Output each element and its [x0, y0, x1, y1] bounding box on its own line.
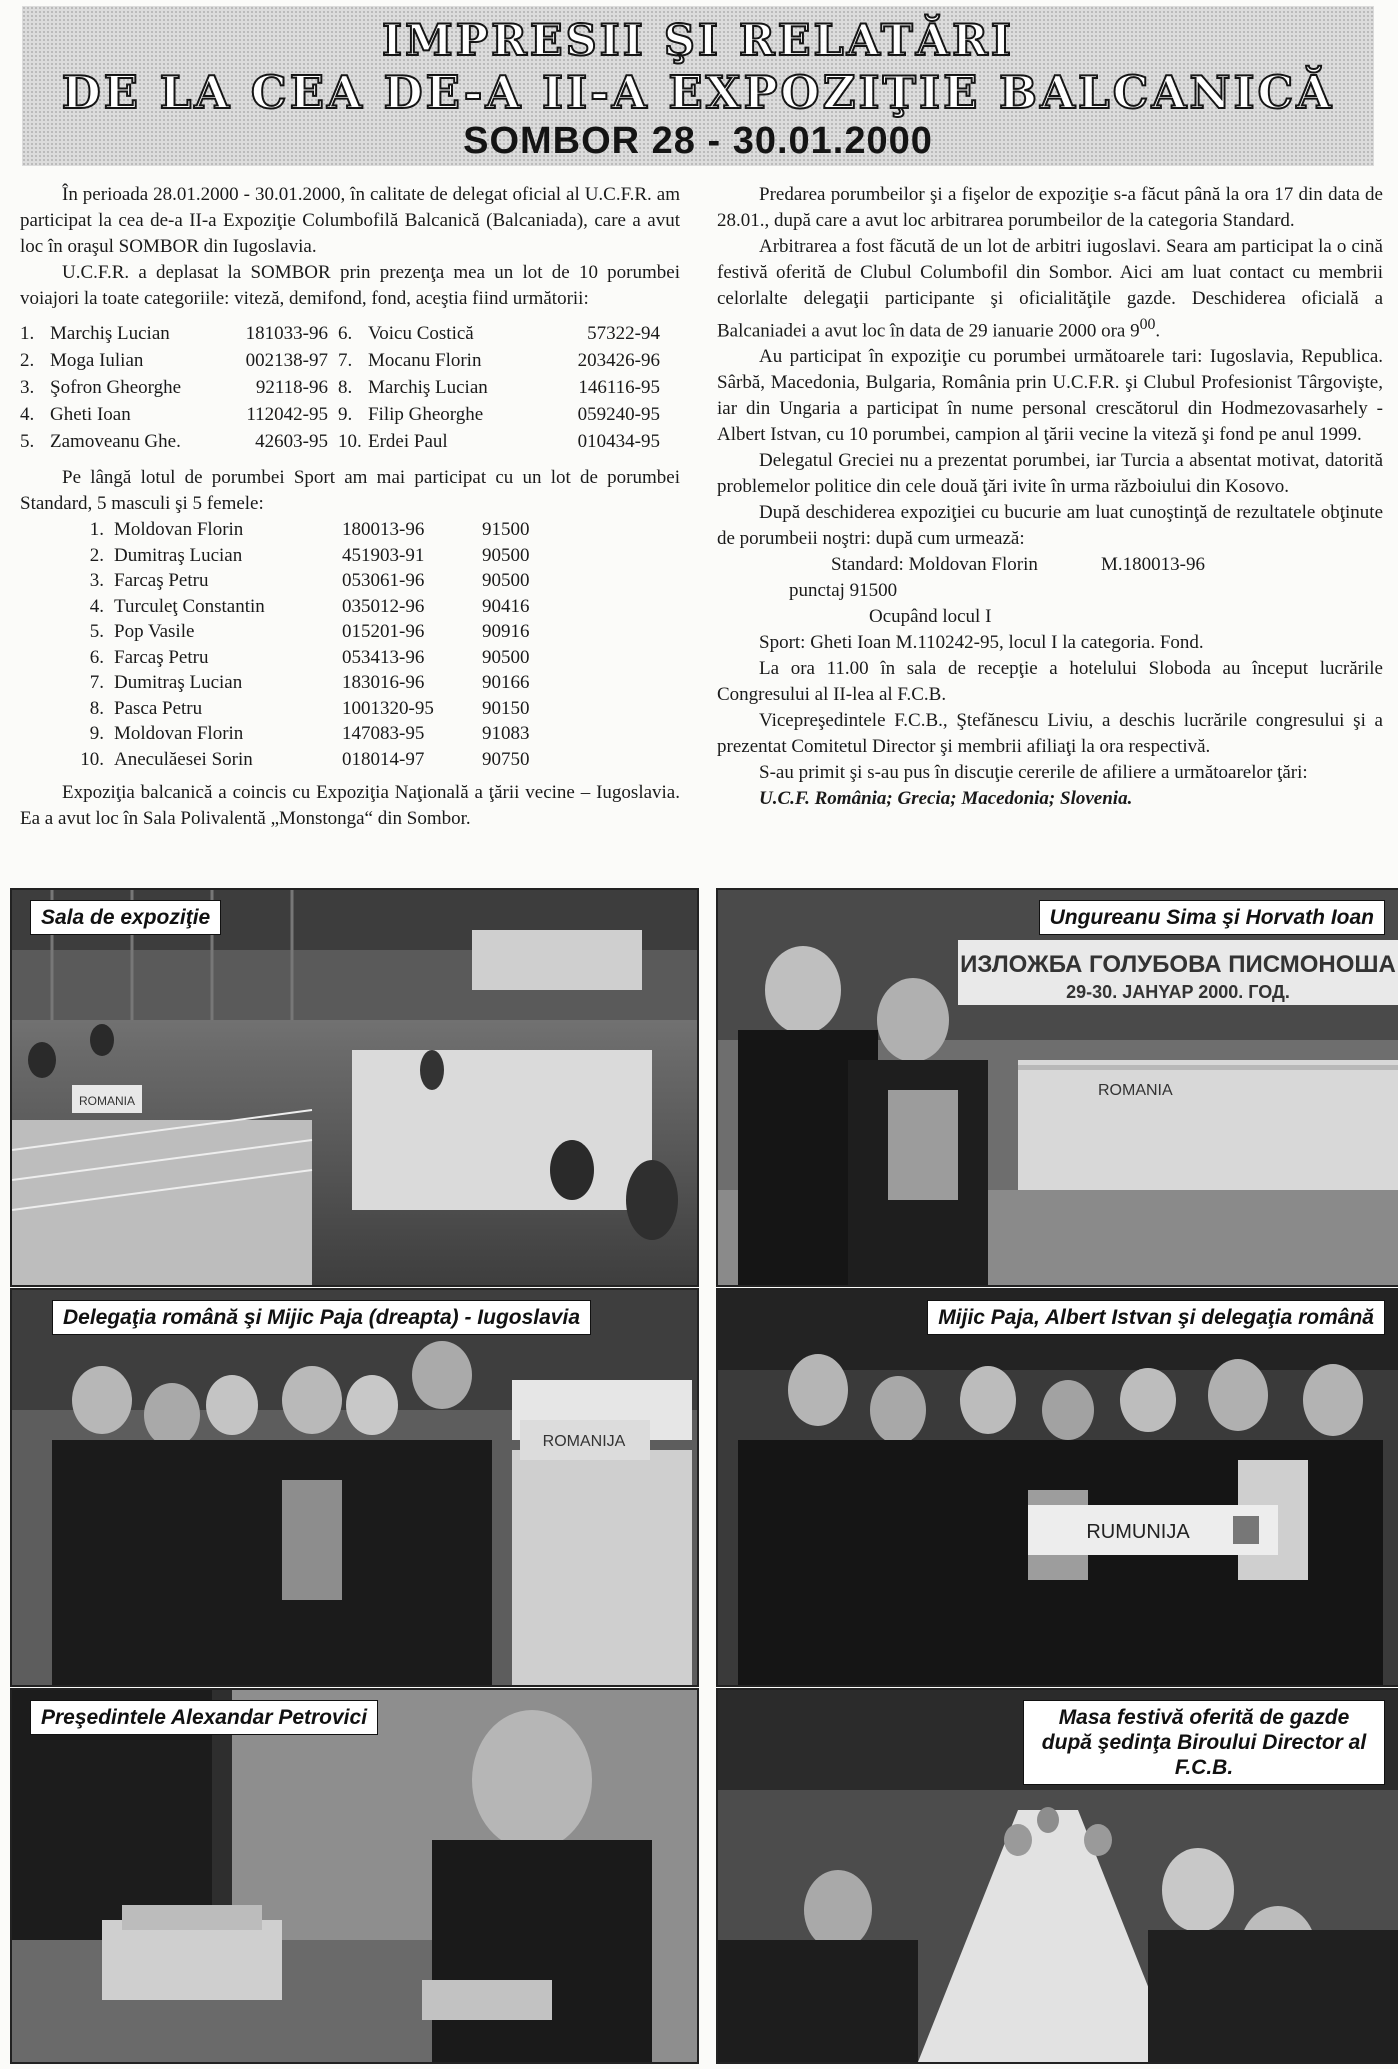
- list-item: 10. Erdei Paul 010434-95: [338, 431, 660, 452]
- headline-line-1: IMPRESII ŞI RELATĂRI: [382, 16, 1014, 66]
- exhibition-hall-scene: [12, 890, 697, 1285]
- list-item: 3. Farcaş Petru 053061-96 90500: [89, 570, 530, 591]
- result-standard: Standard: Moldovan Florin M.180013-96punctaj 91500: [789, 554, 1205, 602]
- standard-pigeons-list: [70, 517, 680, 772]
- list-item: 3. Şofron Gheorghe 92118-96: [20, 377, 328, 398]
- list-item: 9. Filip Gheorghe 059240-95: [338, 404, 660, 425]
- list-item: 9. Moldovan Florin 147083-95 91083: [89, 723, 530, 744]
- list-item: 5. Pop Vasile 015201-96 90916: [89, 621, 530, 642]
- paragraph: La ora 11.00 în sala de recepţie a hotelului Sloboda au început lucrările Congresului al II-lea al F.C.B.: [717, 658, 1383, 706]
- paragraph: Arbitrarea a fost făcută de un lot de arbitri iugoslavi. Seara am participat la o cină festivă oferită de Clubul Columbofil din Sombor. Aici am luat contact cu membrii celorlalte delegaţii participante şi oficialităţile gazde. Deschiderea oficială a Balcaniadei a avut loc în data de 29 ianuarie 2000 ora $9^{00}$.: [717, 236, 1383, 342]
- list-item: 4. Turculeţ Constantin 035012-96 90416: [89, 595, 530, 617]
- presedintele-scene: [12, 1690, 697, 2062]
- delegatia-romana-scene: [12, 1290, 697, 1685]
- list-item: 7. Mocanu Florin 203426-96: [338, 350, 660, 371]
- banner-date: 29-30. JAHYAP 2000. ГОД.: [1066, 982, 1290, 1002]
- article-left-column: [20, 182, 680, 832]
- photo-caption: Mijic Paja, Albert Istvan şi delegaţia română: [927, 1300, 1385, 1335]
- headline-date: SOMBOR 28 - 30.01.2000: [463, 120, 933, 162]
- cage-sign: ROMANIA: [1098, 1082, 1173, 1099]
- delegation-sign: ROMANIJA: [542, 1433, 626, 1450]
- headline-line-2: DE LA CEA DE-A II-A EXPOZIŢIE BALCANICĂ: [61, 66, 1335, 119]
- photo-delegatia-romana: [10, 1288, 699, 1687]
- affiliation-list: U.C.F. România; Grecia; Macedonia; Slovenia.: [759, 788, 1133, 810]
- paragraph: În perioada 28.01.2000 - 30.01.2000, în calitate de delegat oficial al U.C.F.R. am participat la cea de-a II-a Expoziţie Columbofilă Balcanică (Balcaniada), care a avut loc în oraşul SOMBOR din Iugoslavia.: [20, 184, 680, 257]
- list-item: 1. Moldovan Florin 180013-96 91500: [89, 519, 530, 540]
- list-item: 4. Gheti Ioan 112042-95: [20, 404, 328, 425]
- header-banner: [22, 6, 1374, 166]
- photo-ungureanu-horvath: [716, 888, 1398, 1287]
- ungureanu-horvath-scene: [718, 890, 1398, 1285]
- paragraph: Delegatul Greciei nu a prezentat porumbei, iar Turcia a absentat motivat, datorită problemelor politice din cele două ţări ivite în urma războiului din Kosovo.: [717, 450, 1383, 498]
- photo-caption: Delegaţia română şi Mijic Paja (dreapta) - Iugoslavia: [52, 1300, 591, 1335]
- list-item: 6. Voicu Costică 57322-94: [338, 323, 660, 344]
- photo-mijic-albert: [716, 1288, 1398, 1687]
- list-item: 6. Farcaş Petru 053413-96 90500: [89, 646, 530, 668]
- paragraph: Au participat în expoziţie cu porumbei următoarele tari: Iugoslavia, Republica. Sârbă, Macedonia, Bulgaria, România prin U.C.F.R. şi Clubul Profesionist Târgovişte, iar din Ungaria a participat în nume personal crescătorul din Hodmezovasarhely - Albert Istvan, cu 10 porumbei, campion al ţării vecine la viteză şi fond pe anul 1999.: [717, 346, 1383, 446]
- paragraph: Predarea porumbeilor şi a fişelor de expoziţie s-a făcut până la ora 17 din data de 28.01., după care a avut loc arbitrarea porumbeilor de la categoria Standard.: [717, 184, 1383, 231]
- list-item: 1. Marchiş Lucian 181033-96: [20, 323, 328, 344]
- paragraph: Vicepreşedintele F.C.B., Ştefănescu Liviu, a deschis lucrările congresului şi a prezentat Comitetul Director şi membrii afiliaţi la ora respectivă.: [717, 710, 1383, 758]
- result-standard-place: Ocupând locul I: [869, 606, 992, 628]
- list-item: 8. Pasca Petru 1001320-95 90150: [89, 697, 530, 719]
- exhibition-hall-sign: ROMANIA: [78, 1094, 136, 1108]
- list-item: 2. Moga Iulian 002138-97: [20, 350, 328, 371]
- paragraph: Expoziţia balcanică a coincis cu Expoziţia Naţională a ţării vecine – Iugoslavia. Ea a avut loc în Sala Polivalentă „Monstonga“ din Sombor.: [20, 782, 680, 829]
- paragraph: După deschiderea expoziţiei cu bucurie am luat cunoştinţă de rezultatele obţinute de porumbeii noştri: după cum urmează:: [717, 502, 1383, 550]
- paragraph: U.C.F.R. a deplasat la SOMBOR prin prezenţa mea un lot de 10 porumbei voiajori la toate categoriile: viteză, demifond, fond, aceştia fiind următorii:: [20, 262, 680, 309]
- banner-text: ИЗЛОЖБА ГОЛУБОВА ПИСМОНОША: [960, 951, 1396, 978]
- sport-pigeons-list: [20, 320, 680, 455]
- paragraph: Pe lângă lotul de porumbei Sport am mai participat cu un lot de porumbei Standard, 5 masculi şi 5 femele:: [20, 467, 680, 514]
- photo-caption: Ungureanu Sima şi Horvath Ioan: [1039, 900, 1385, 935]
- list-item: 7. Dumitraş Lucian 183016-96 90166: [89, 672, 530, 693]
- photo-exhibition-hall: [10, 888, 699, 1287]
- photo-presedintele: [10, 1688, 699, 2064]
- photo-caption: Sala de expoziţie: [30, 900, 221, 935]
- list-item: 8. Marchiş Lucian 146116-95: [338, 377, 660, 398]
- photo-masa-festiva: [716, 1688, 1398, 2064]
- result-sport: Sport: Gheti Ioan M.110242-95, locul I la categoria. Fond.: [759, 632, 1204, 654]
- list-item: 10. Aneculăesei Sorin 018014-97 90750: [80, 748, 530, 770]
- article-right-column: [717, 182, 1383, 812]
- mijic-albert-scene: [718, 1290, 1398, 1685]
- photo-caption: Masa festivă oferită de gazde după şedinţa Biroului Director al F.C.B.: [1023, 1700, 1385, 1785]
- paragraph: S-au primit şi s-au pus în discuţie cererile de afiliere a următoarelor ţări:: [759, 762, 1308, 784]
- list-item: 2. Dumitraş Lucian 451903-91 90500: [89, 544, 530, 566]
- photo-caption: Preşedintele Alexandar Petrovici: [30, 1700, 378, 1735]
- list-item: 5. Zamoveanu Ghe. 42603-95: [20, 431, 328, 452]
- delegation-sign: RUMUNIJA: [1086, 1521, 1190, 1543]
